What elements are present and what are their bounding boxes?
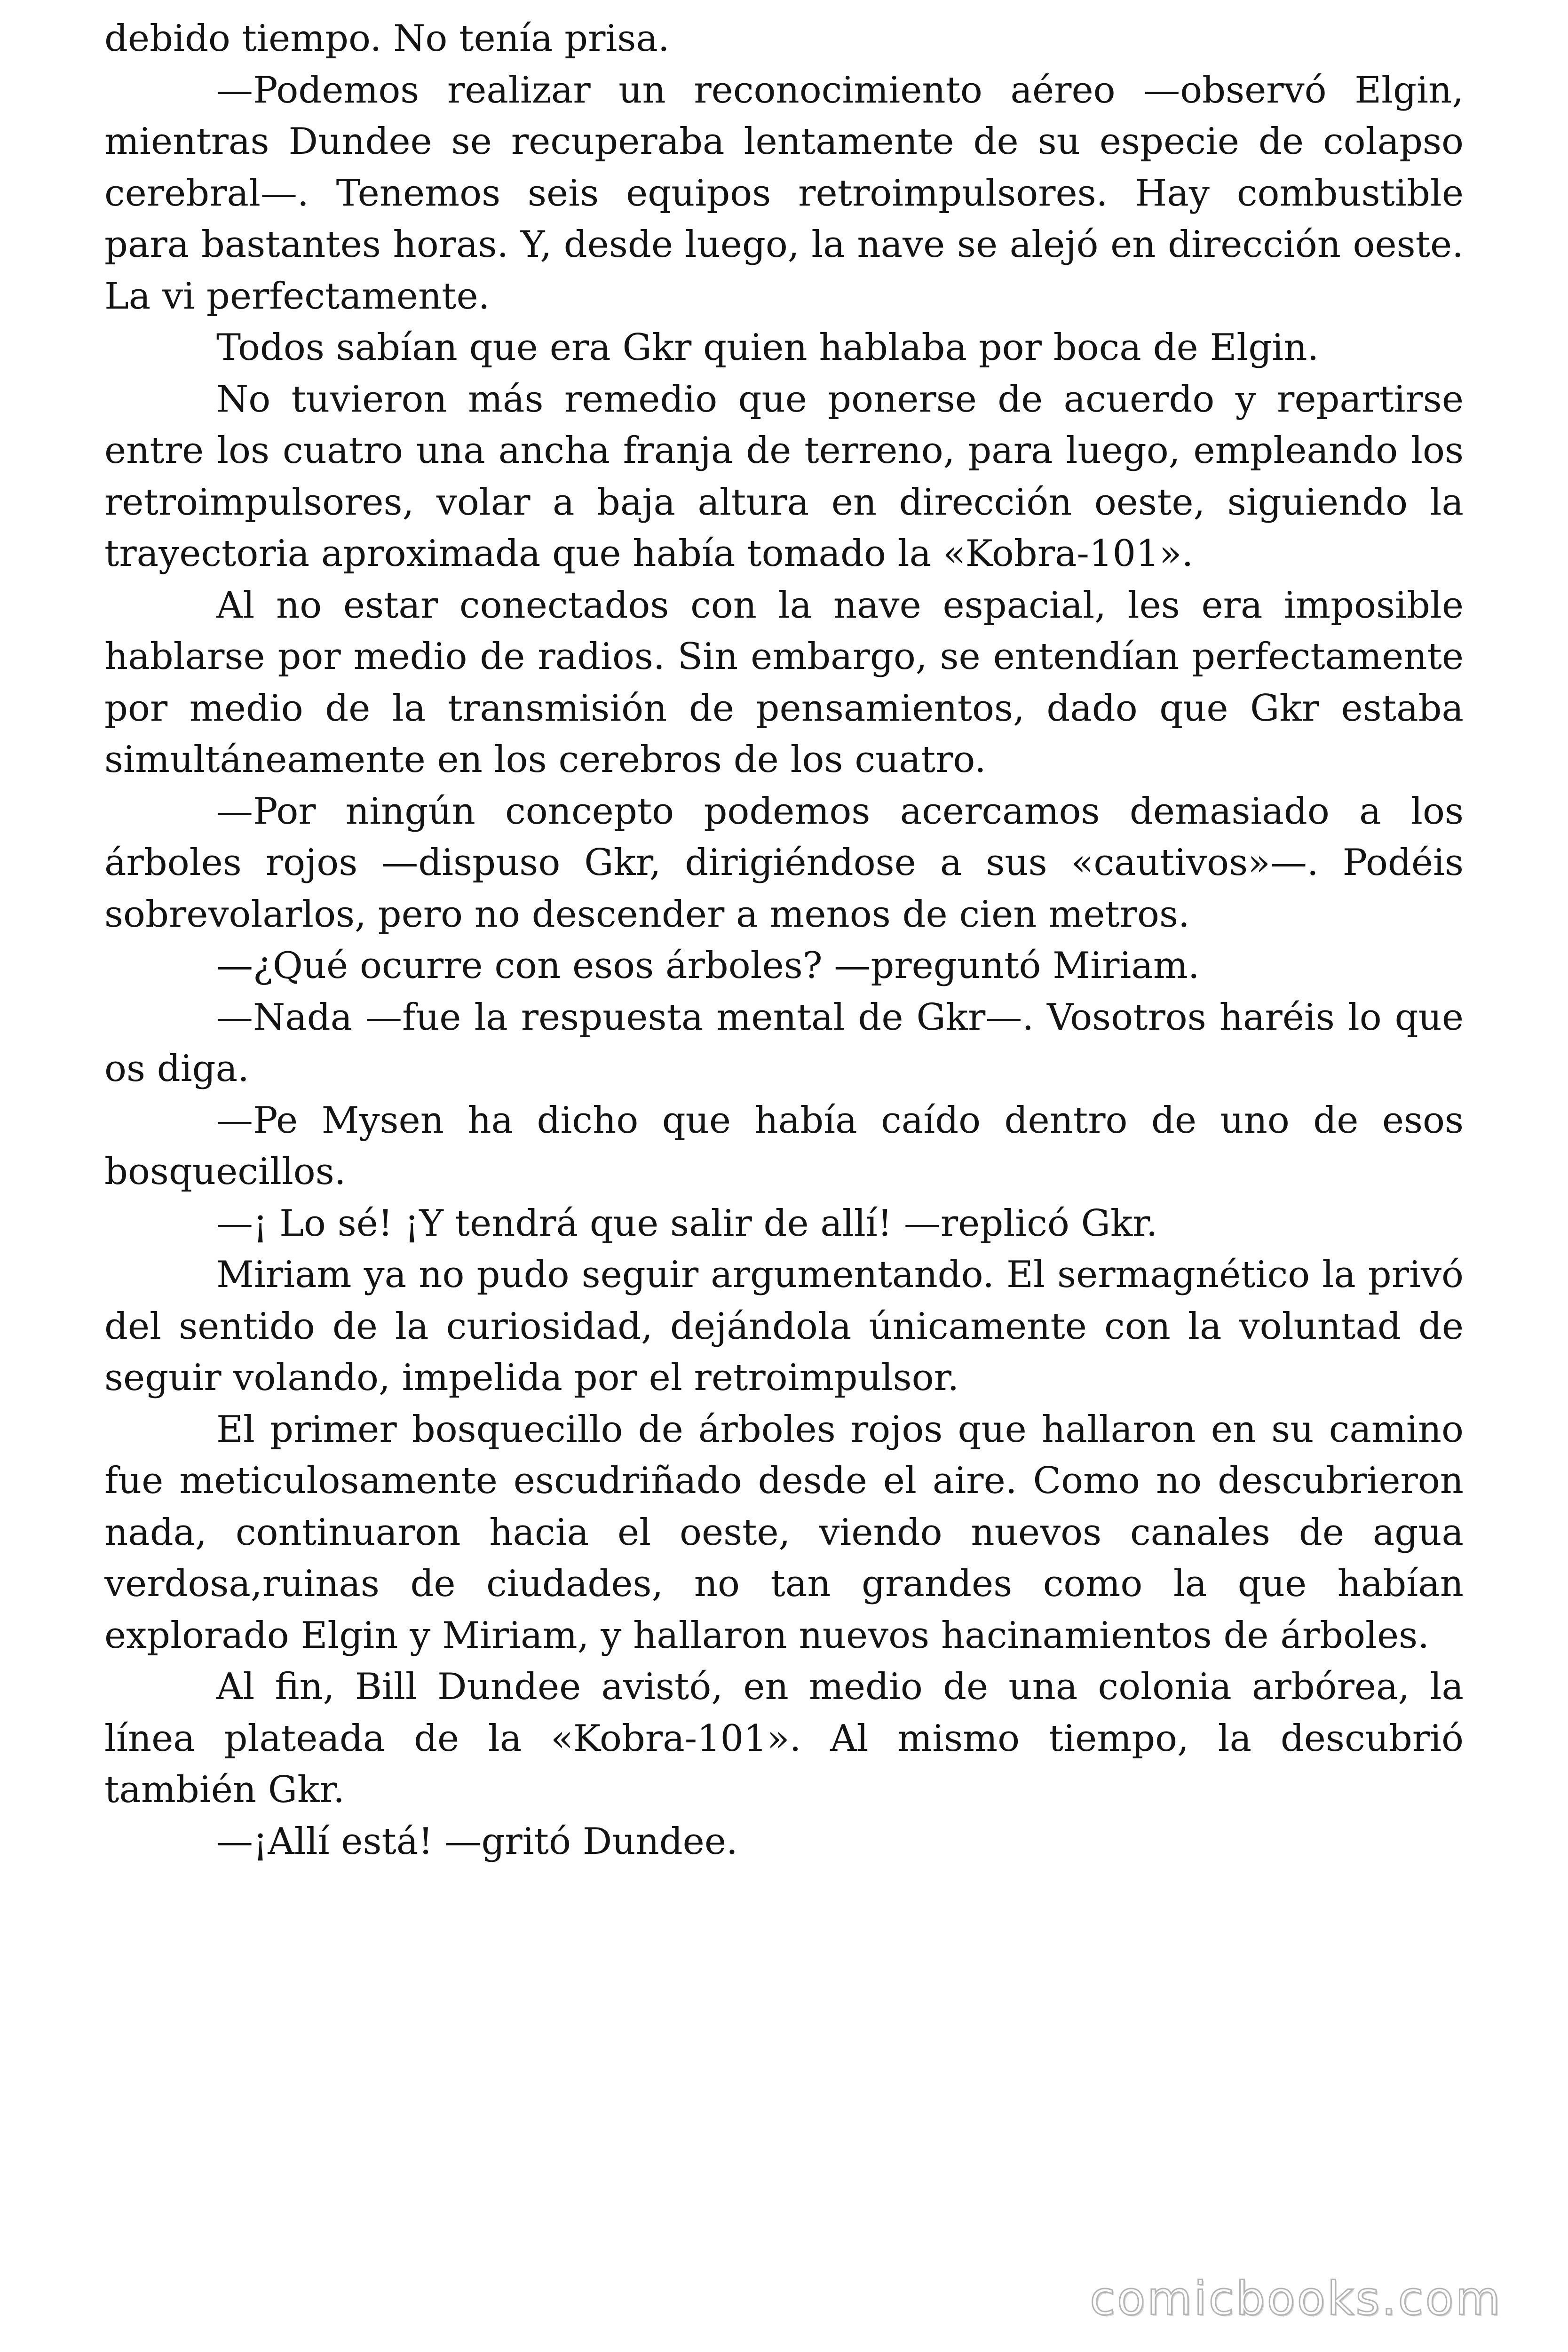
- body-text: [104, 13, 1464, 1867]
- paragraph-4: No tuvieron más remedio que ponerse de acuerdo y repartirse entre los cuatro una ancha franja de terreno, para luego, empleando los retroimpulsores, volar a baja altura en dirección oeste, siguiendo la trayectoria aproximada que había tomado la «Kobra-101».: [104, 378, 1464, 575]
- paragraph-11: Miriam ya no pudo seguir argumentando. El sermagnético la privó del sentido de la curiosidad, dejándola únicamente con la voluntad de seguir volando, impelida por el retroimpulsor.: [104, 1254, 1464, 1399]
- paragraph-1: debido tiempo. No tenía prisa.: [104, 17, 670, 60]
- paragraph-13: Al fin, Bill Dundee avistó, en medio de una colonia arbórea, la línea plateada de la «Kobra-101». Al mismo tiempo, la descubrió también Gkr.: [104, 1666, 1464, 1811]
- paragraph-10: —¡ Lo sé! ¡Y tendrá que salir de allí! —replicó Gkr.: [216, 1202, 1158, 1245]
- paragraph-14: —¡Allí está! —gritó Dundee.: [216, 1820, 738, 1863]
- paragraph-9: —Pe Mysen ha dicho que había caído dentro de uno de esos bosquecillos.: [104, 1099, 1464, 1193]
- site-watermark: comicbooks.com: [1090, 2272, 1502, 2326]
- paragraph-3: Todos sabían que era Gkr quien hablaba por boca de Elgin.: [216, 326, 1319, 369]
- paragraph-6: —Por ningún concepto podemos acercamos demasiado a los árboles rojos —dispuso Gkr, dirigiéndose a sus «cautivos»—. Podéis sobrevolarlos, pero no descender a menos de cien metros.: [104, 790, 1464, 936]
- paragraph-2: —Podemos realizar un reconocimiento aéreo —observó Elgin, mientras Dundee se recuperaba lentamente de su especie de colapso cerebral—. Tenemos seis equipos retroimpulsores. Hay combustible para bastantes horas. Y, desde luego, la nave se alejó en dirección oeste. La vi perfectamente.: [104, 69, 1464, 318]
- paragraph-8: —Nada —fue la respuesta mental de Gkr—. Vosotros haréis lo que os diga.: [104, 996, 1464, 1090]
- paragraph-7: —¿Qué ocurre con esos árboles? —preguntó Miriam.: [216, 945, 1200, 987]
- paragraph-12: El primer bosquecillo de árboles rojos que hallaron en su camino fue meticulosamente escudriñado desde el aire. Como no descubrieron nada, continuaron hacia el oeste, viendo nuevos canales de agua verdosa,ruinas de ciudades, no tan grandes como la que habían explorado Elgin y Miriam, y hallaron nuevos hacinamientos de árboles.: [104, 1408, 1464, 1657]
- paragraph-5: Al no estar conectados con la nave espacial, les era imposible hablarse por medio de radios. Sin embargo, se entendían perfectamente por medio de la transmisión de pensamientos, dado que Gkr estaba simultáneamente en los cerebros de los cuatro.: [104, 584, 1464, 781]
